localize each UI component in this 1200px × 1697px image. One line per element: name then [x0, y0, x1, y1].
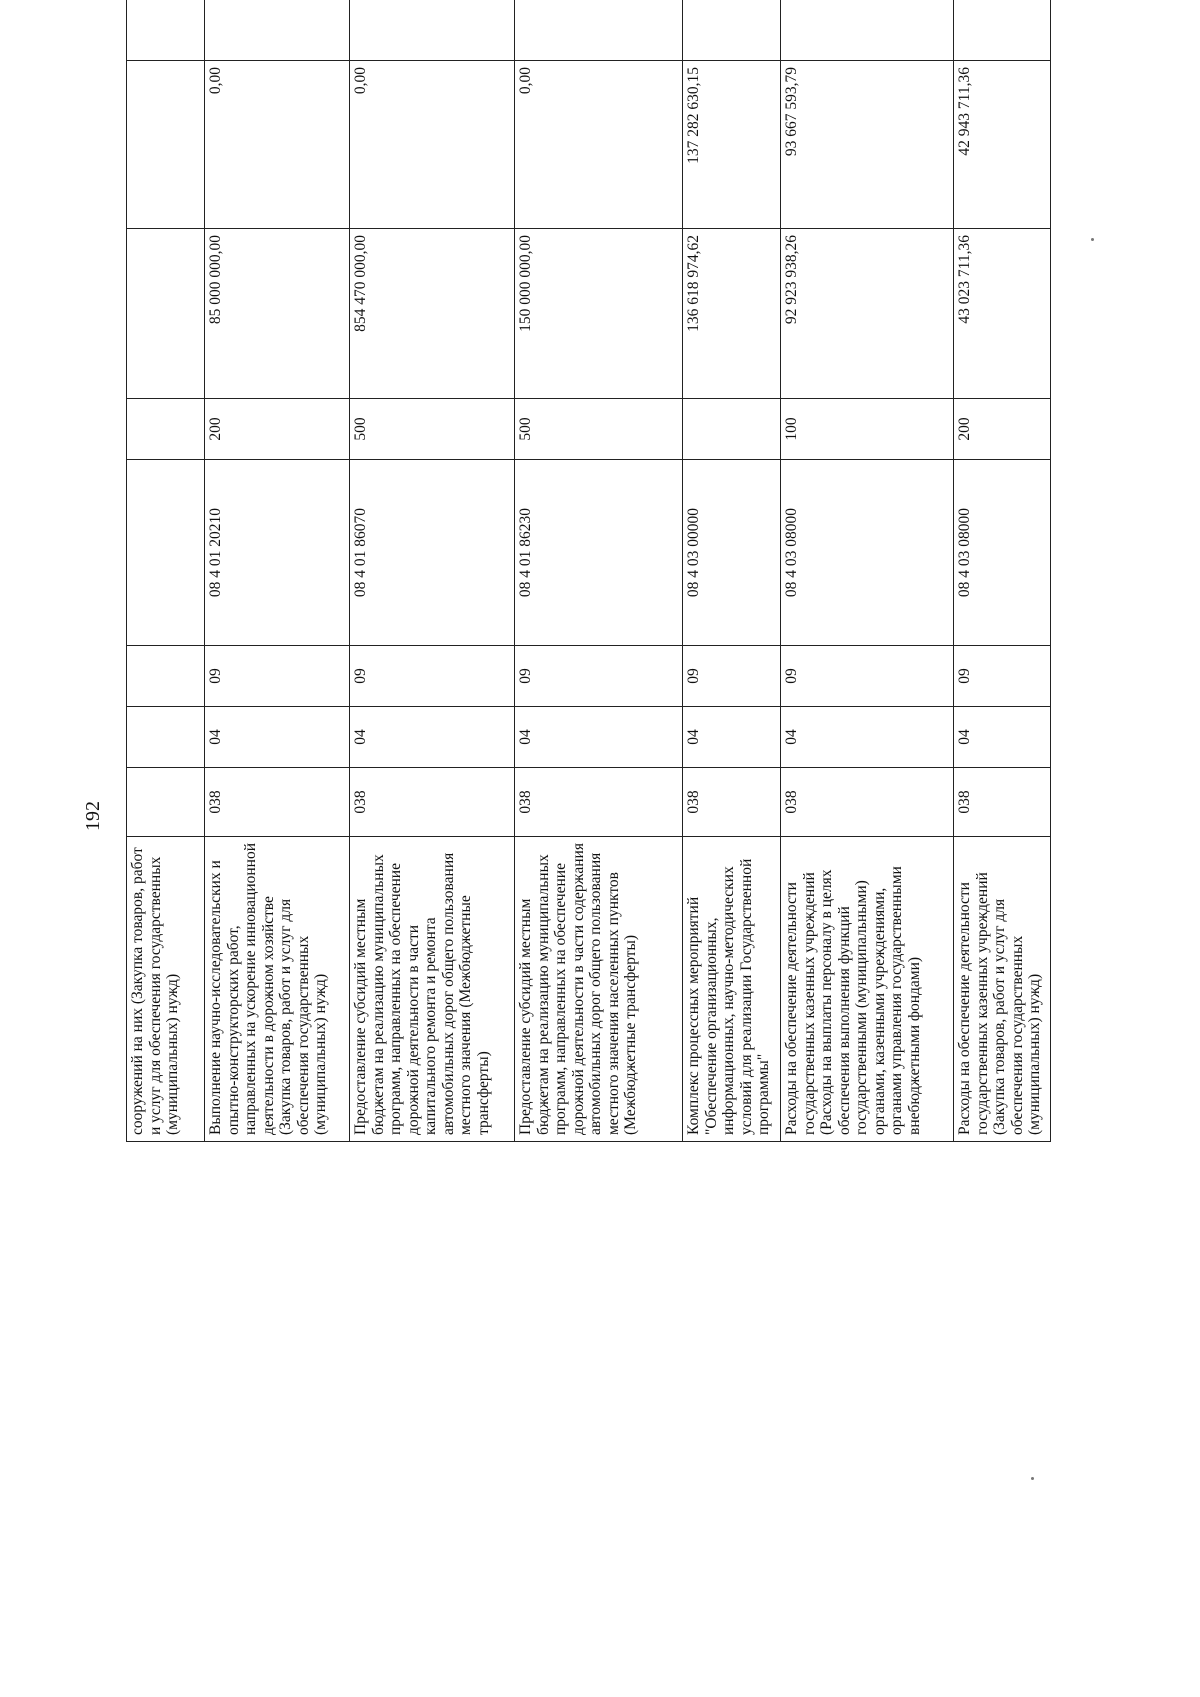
table-row	[205, 0, 350, 1142]
row-amount-3	[127, 0, 205, 61]
row-section: 04	[350, 707, 515, 768]
row-description: Предоставление субсидий местным бюджетам на реализацию муниципальных программ, направленных на обеспечение дорожной деятельности в части содержания автомобильных дорог общего пользования местного значения населенных пунктов (Межбюджетные трансферты)	[515, 837, 683, 1142]
row-amount-1: 854 470 000,00	[350, 229, 515, 399]
row-amount-1: 85 000 000,00	[205, 229, 350, 399]
row-admin-code: 038	[205, 768, 350, 837]
row-amount-3	[781, 0, 954, 61]
table-row	[350, 0, 515, 1142]
row-amount-3	[205, 0, 350, 61]
row-description: Расходы на обеспечение деятельности государственных казенных учреждений (Расходы на выплаты персоналу в целях обеспечения выполнения функций государственными (муниципальными) органами, казенными учреждениями, органами управления государственными внебюджетными фондами)	[781, 837, 954, 1142]
row-section: 04	[781, 707, 954, 768]
row-target-code	[127, 460, 205, 646]
row-description: Предоставление субсидий местным бюджетам на реализацию муниципальных программ, направленных на обеспечение дорожной деятельности в части капитального ремонта и ремонта автомобильных дорог общего пользования местного значения (Межбюджетные трансферты)	[350, 837, 515, 1142]
row-admin-code: 038	[683, 768, 781, 837]
row-subsection: 09	[350, 646, 515, 707]
row-description: Комплекс процессных мероприятий "Обеспечение организационных, информационных, научно-методических условий для реализации Государственной программы"	[683, 837, 781, 1142]
row-expense-type: 500	[350, 399, 515, 460]
scan-speck	[1091, 238, 1094, 241]
row-subsection	[127, 646, 205, 707]
row-amount-3	[350, 0, 515, 61]
row-amount-3	[683, 0, 781, 61]
row-amount-2: 0,00	[515, 61, 683, 229]
row-target-code: 08 4 01 86230	[515, 460, 683, 646]
row-section: 04	[954, 707, 1051, 768]
row-target-code: 08 4 01 86070	[350, 460, 515, 646]
row-description: Расходы на обеспечение деятельности государственных казенных учреждений (Закупка товаров, работ и услуг для обеспечения государственных (муниципальных) нужд)	[954, 837, 1051, 1142]
row-amount-1: 43 023 711,36	[954, 229, 1051, 399]
table-row	[515, 0, 683, 1142]
row-target-code: 08 4 03 08000	[954, 460, 1051, 646]
table-row	[683, 0, 781, 1142]
row-subsection: 09	[954, 646, 1051, 707]
page-number: 192	[82, 801, 104, 831]
row-amount-2	[127, 61, 205, 229]
row-amount-1: 92 923 938,26	[781, 229, 954, 399]
row-expense-type: 100	[781, 399, 954, 460]
row-admin-code: 038	[350, 768, 515, 837]
row-admin-code: 038	[781, 768, 954, 837]
rotated-table-wrapper	[126, 60, 1050, 1142]
row-section: 04	[515, 707, 683, 768]
row-subsection: 09	[683, 646, 781, 707]
table-row	[954, 0, 1051, 1142]
row-section: 04	[205, 707, 350, 768]
row-subsection: 09	[205, 646, 350, 707]
row-amount-1	[127, 229, 205, 399]
row-description: сооружений на них (Закупка товаров, работ и услуг для обеспечения государственных (муниципальных) нужд)	[127, 837, 205, 1142]
row-target-code: 08 4 03 08000	[781, 460, 954, 646]
row-amount-2: 93 667 593,79	[781, 61, 954, 229]
row-amount-2: 42 943 711,36	[954, 61, 1051, 229]
table-row	[127, 0, 205, 1142]
row-expense-type: 200	[205, 399, 350, 460]
row-subsection: 09	[781, 646, 954, 707]
row-amount-1: 150 000 000,00	[515, 229, 683, 399]
row-expense-type	[683, 399, 781, 460]
row-amount-3	[515, 0, 683, 61]
row-admin-code	[127, 768, 205, 837]
row-admin-code: 038	[515, 768, 683, 837]
row-amount-3	[954, 0, 1051, 61]
row-expense-type: 200	[954, 399, 1051, 460]
row-amount-2: 0,00	[350, 61, 515, 229]
row-description: Выполнение научно-исследовательских и опытно-конструкторских работ, направленных на ускорение инновационной деятельности в дорожном хозяйстве (Закупка товаров, работ и услуг для обеспечения государственных (муниципальных) нужд)	[205, 837, 350, 1142]
row-amount-2: 0,00	[205, 61, 350, 229]
budget-table	[126, 0, 1051, 1142]
row-expense-type: 500	[515, 399, 683, 460]
row-target-code: 08 4 01 20210	[205, 460, 350, 646]
row-target-code: 08 4 03 00000	[683, 460, 781, 646]
row-amount-1: 136 618 974,62	[683, 229, 781, 399]
row-expense-type	[127, 399, 205, 460]
table-row	[781, 0, 954, 1142]
scan-speck	[1031, 1477, 1034, 1480]
row-section	[127, 707, 205, 768]
row-amount-2: 137 282 630,15	[683, 61, 781, 229]
row-section: 04	[683, 707, 781, 768]
row-admin-code: 038	[954, 768, 1051, 837]
row-subsection: 09	[515, 646, 683, 707]
